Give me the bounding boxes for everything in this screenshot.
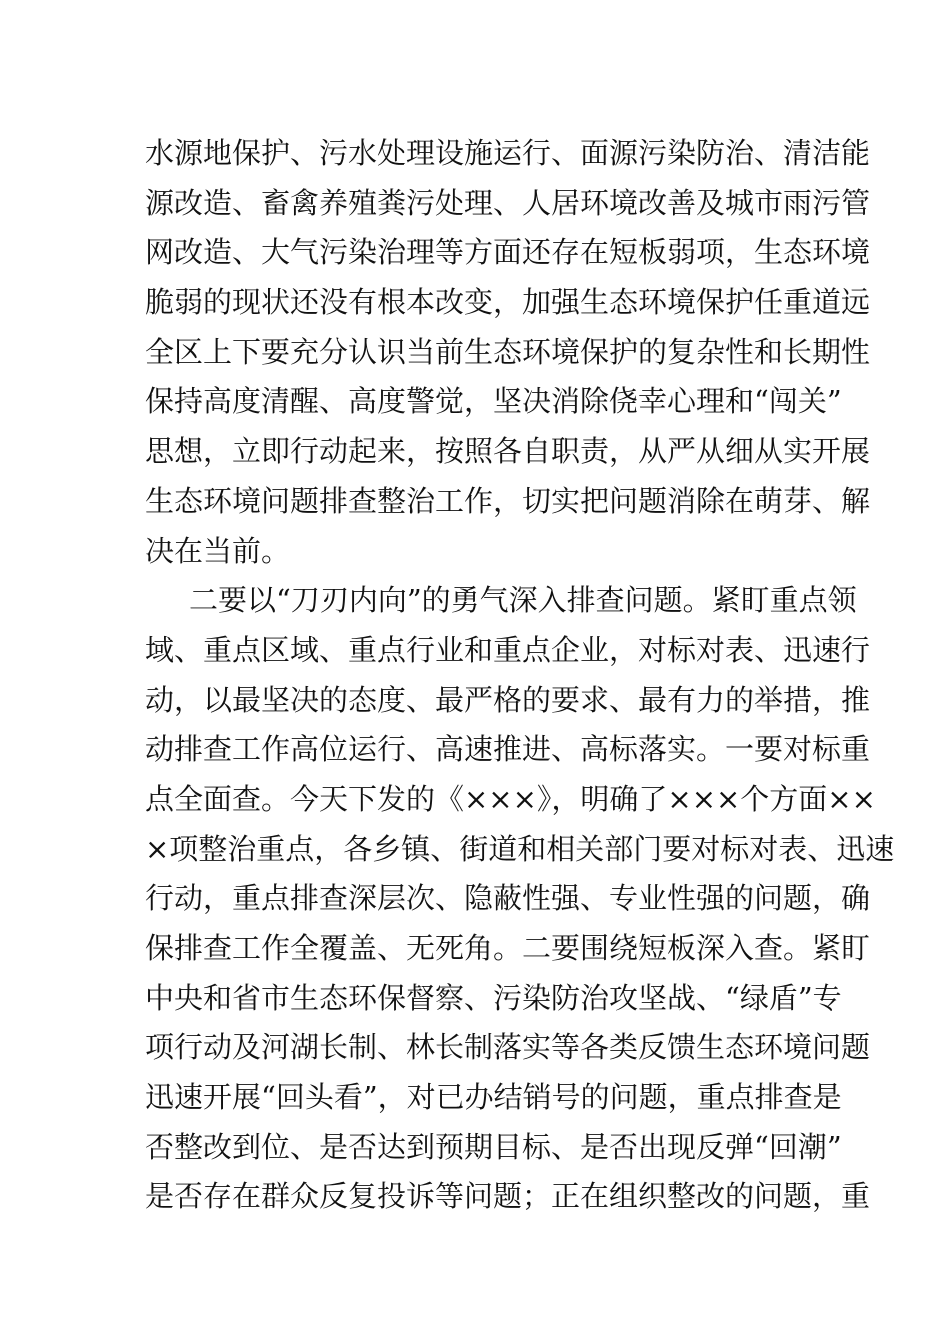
- text-line: 二要以“刀刃内向”的勇气深入排查问题。紧盯重点领: [189, 583, 857, 618]
- text-line: 迅速开展“回头看”，对已办结销号的问题，重点排查是: [145, 1080, 842, 1115]
- text-line: 源改造、畜禽养殖粪污处理、人居环境改善及城市雨污管: [145, 185, 871, 220]
- text-line: 点全面查。今天下发的《×××》，明确了×××个方面××: [145, 781, 876, 816]
- text-line: 域、重点区域、重点行业和重点企业，对标对表、迅速行: [145, 632, 871, 667]
- text-line: 动，以最坚决的态度、最严格的要求、最有力的举措，推: [145, 682, 871, 717]
- text-line: 保排查工作全覆盖、无死角。二要围绕短板深入查。紧盯: [145, 931, 871, 965]
- text-line: 是否存在群众反复投诉等问题；正在组织整改的问题，重: [145, 1179, 871, 1214]
- paragraph-1: [145, 129, 871, 576]
- text-line: 水源地保护、污水处理设施运行、面源污染防治、清洁能: [145, 136, 871, 170]
- text-line: 否整改到位、是否达到预期目标、是否出现反弹“回潮”: [145, 1129, 842, 1164]
- text-line: 网改造、大气污染治理等方面还存在短板弱项，生态环境: [145, 235, 871, 270]
- text-line: 全区上下要充分认识当前生态环境保护的复杂性和长期性: [145, 334, 871, 369]
- text-line: 保持高度清醒、高度警觉，坚决消除侥幸心理和“闯关”: [145, 384, 842, 419]
- text-line: 思想，立即行动起来，按照各自职责，从严从细从实开展: [145, 434, 871, 469]
- text-line: 脆弱的现状还没有根本改变，加强生态环境保护任重道远: [145, 285, 871, 320]
- text-line: ×项整治重点，各乡镇、街道和相关部门要对标对表、迅速: [145, 831, 895, 866]
- document-page: [145, 129, 895, 1222]
- paragraph-2: [145, 576, 895, 1222]
- text-line: 行动，重点排查深层次、隐蔽性强、专业性强的问题，确: [145, 881, 871, 916]
- text-line: 项行动及河湖长制、林长制落实等各类反馈生态环境问题: [145, 1030, 871, 1065]
- text-line: 生态环境问题排查整治工作，切实把问题消除在萌芽、解: [145, 483, 871, 518]
- text-line: 动排查工作高位运行、高速推进、高标落实。一要对标重: [145, 732, 871, 767]
- text-line: 决在当前。: [145, 533, 291, 568]
- text-line: 中央和省市生态环保督察、污染防治攻坚战、“绿盾”专: [145, 980, 842, 1015]
